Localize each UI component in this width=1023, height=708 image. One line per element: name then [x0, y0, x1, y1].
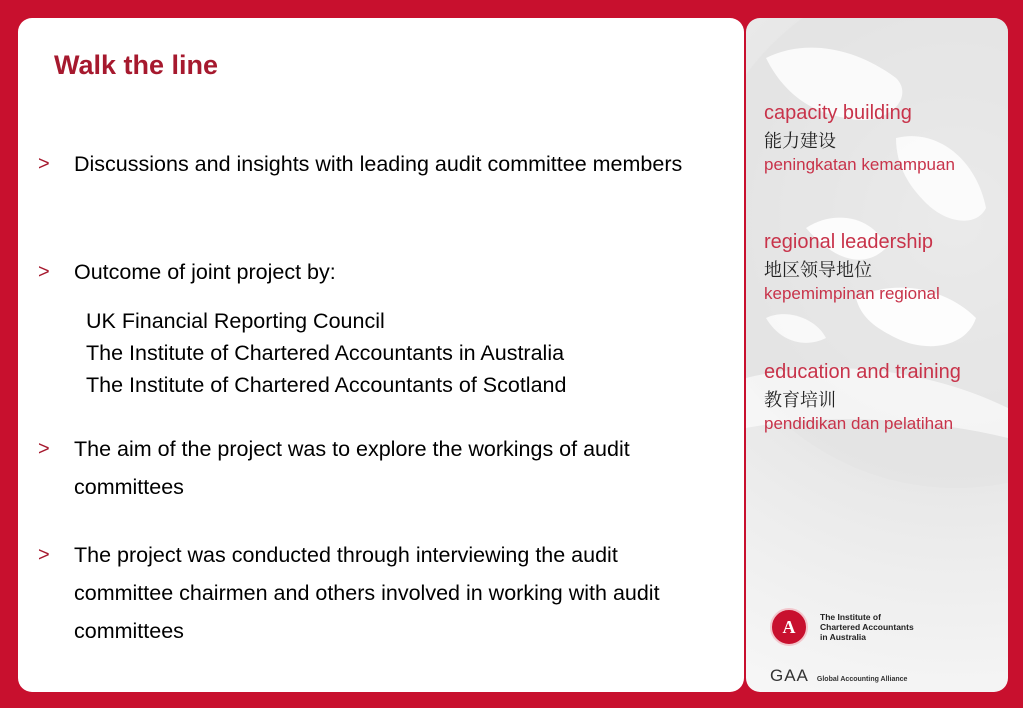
gaa-logo-text: Global Accounting Alliance: [816, 676, 908, 683]
ica-seal-icon: A: [770, 608, 808, 646]
ica-logo-line: Chartered Accountants: [820, 622, 914, 632]
sub-item: UK Financial Reporting Council: [86, 309, 385, 333]
tagline-chinese: 教育培训: [764, 390, 836, 411]
tagline-indonesian: peningkatan kemampuan: [764, 155, 955, 174]
tagline-indonesian: kepemimpinan regional: [764, 284, 940, 303]
sub-list: [86, 305, 566, 401]
bullet-item: [38, 536, 678, 650]
bullet-item: [38, 430, 698, 506]
tagline-english: regional leadership: [764, 231, 934, 253]
gaa-logo: [770, 666, 907, 686]
content-panel: [18, 18, 744, 692]
ica-logo: [770, 608, 914, 646]
bullet-item: [38, 145, 718, 183]
ica-logo-text: [820, 612, 914, 642]
tagline-group: [764, 231, 940, 304]
tagline-english: capacity building: [764, 102, 912, 124]
tagline-english: education and training: [764, 361, 961, 383]
bullet-text: Outcome of joint project by:: [74, 260, 336, 284]
tagline-chinese: 地区领导地位: [764, 260, 872, 281]
tagline-chinese: 能力建设: [764, 131, 836, 152]
tagline-group: [764, 102, 955, 175]
bullet-marker: >: [38, 261, 50, 283]
gaa-mark: GAA: [770, 666, 809, 685]
slide-title: Walk the line: [54, 50, 219, 80]
bullet-item: [38, 253, 718, 291]
ica-logo-line: The Institute of: [820, 612, 881, 622]
tagline-group: [764, 361, 961, 434]
sub-item: The Institute of Chartered Accountants in Australia: [86, 341, 565, 365]
sub-item: The Institute of Chartered Accountants of Scotland: [86, 373, 567, 397]
ica-logo-line: in Australia: [820, 632, 866, 642]
bullet-marker: >: [38, 438, 50, 460]
bullet-text: The project was conducted through interviewing the audit committee chairmen and others involved in working with audit committees: [74, 543, 660, 643]
bullet-text: The aim of the project was to explore the workings of audit committees: [74, 437, 630, 499]
bullet-marker: >: [38, 544, 50, 566]
tagline-indonesian: pendidikan dan pelatihan: [764, 414, 954, 433]
bullet-marker: >: [38, 153, 50, 175]
bullet-text: Discussions and insights with leading audit committee members: [74, 152, 683, 176]
branding-panel: [746, 18, 1008, 692]
